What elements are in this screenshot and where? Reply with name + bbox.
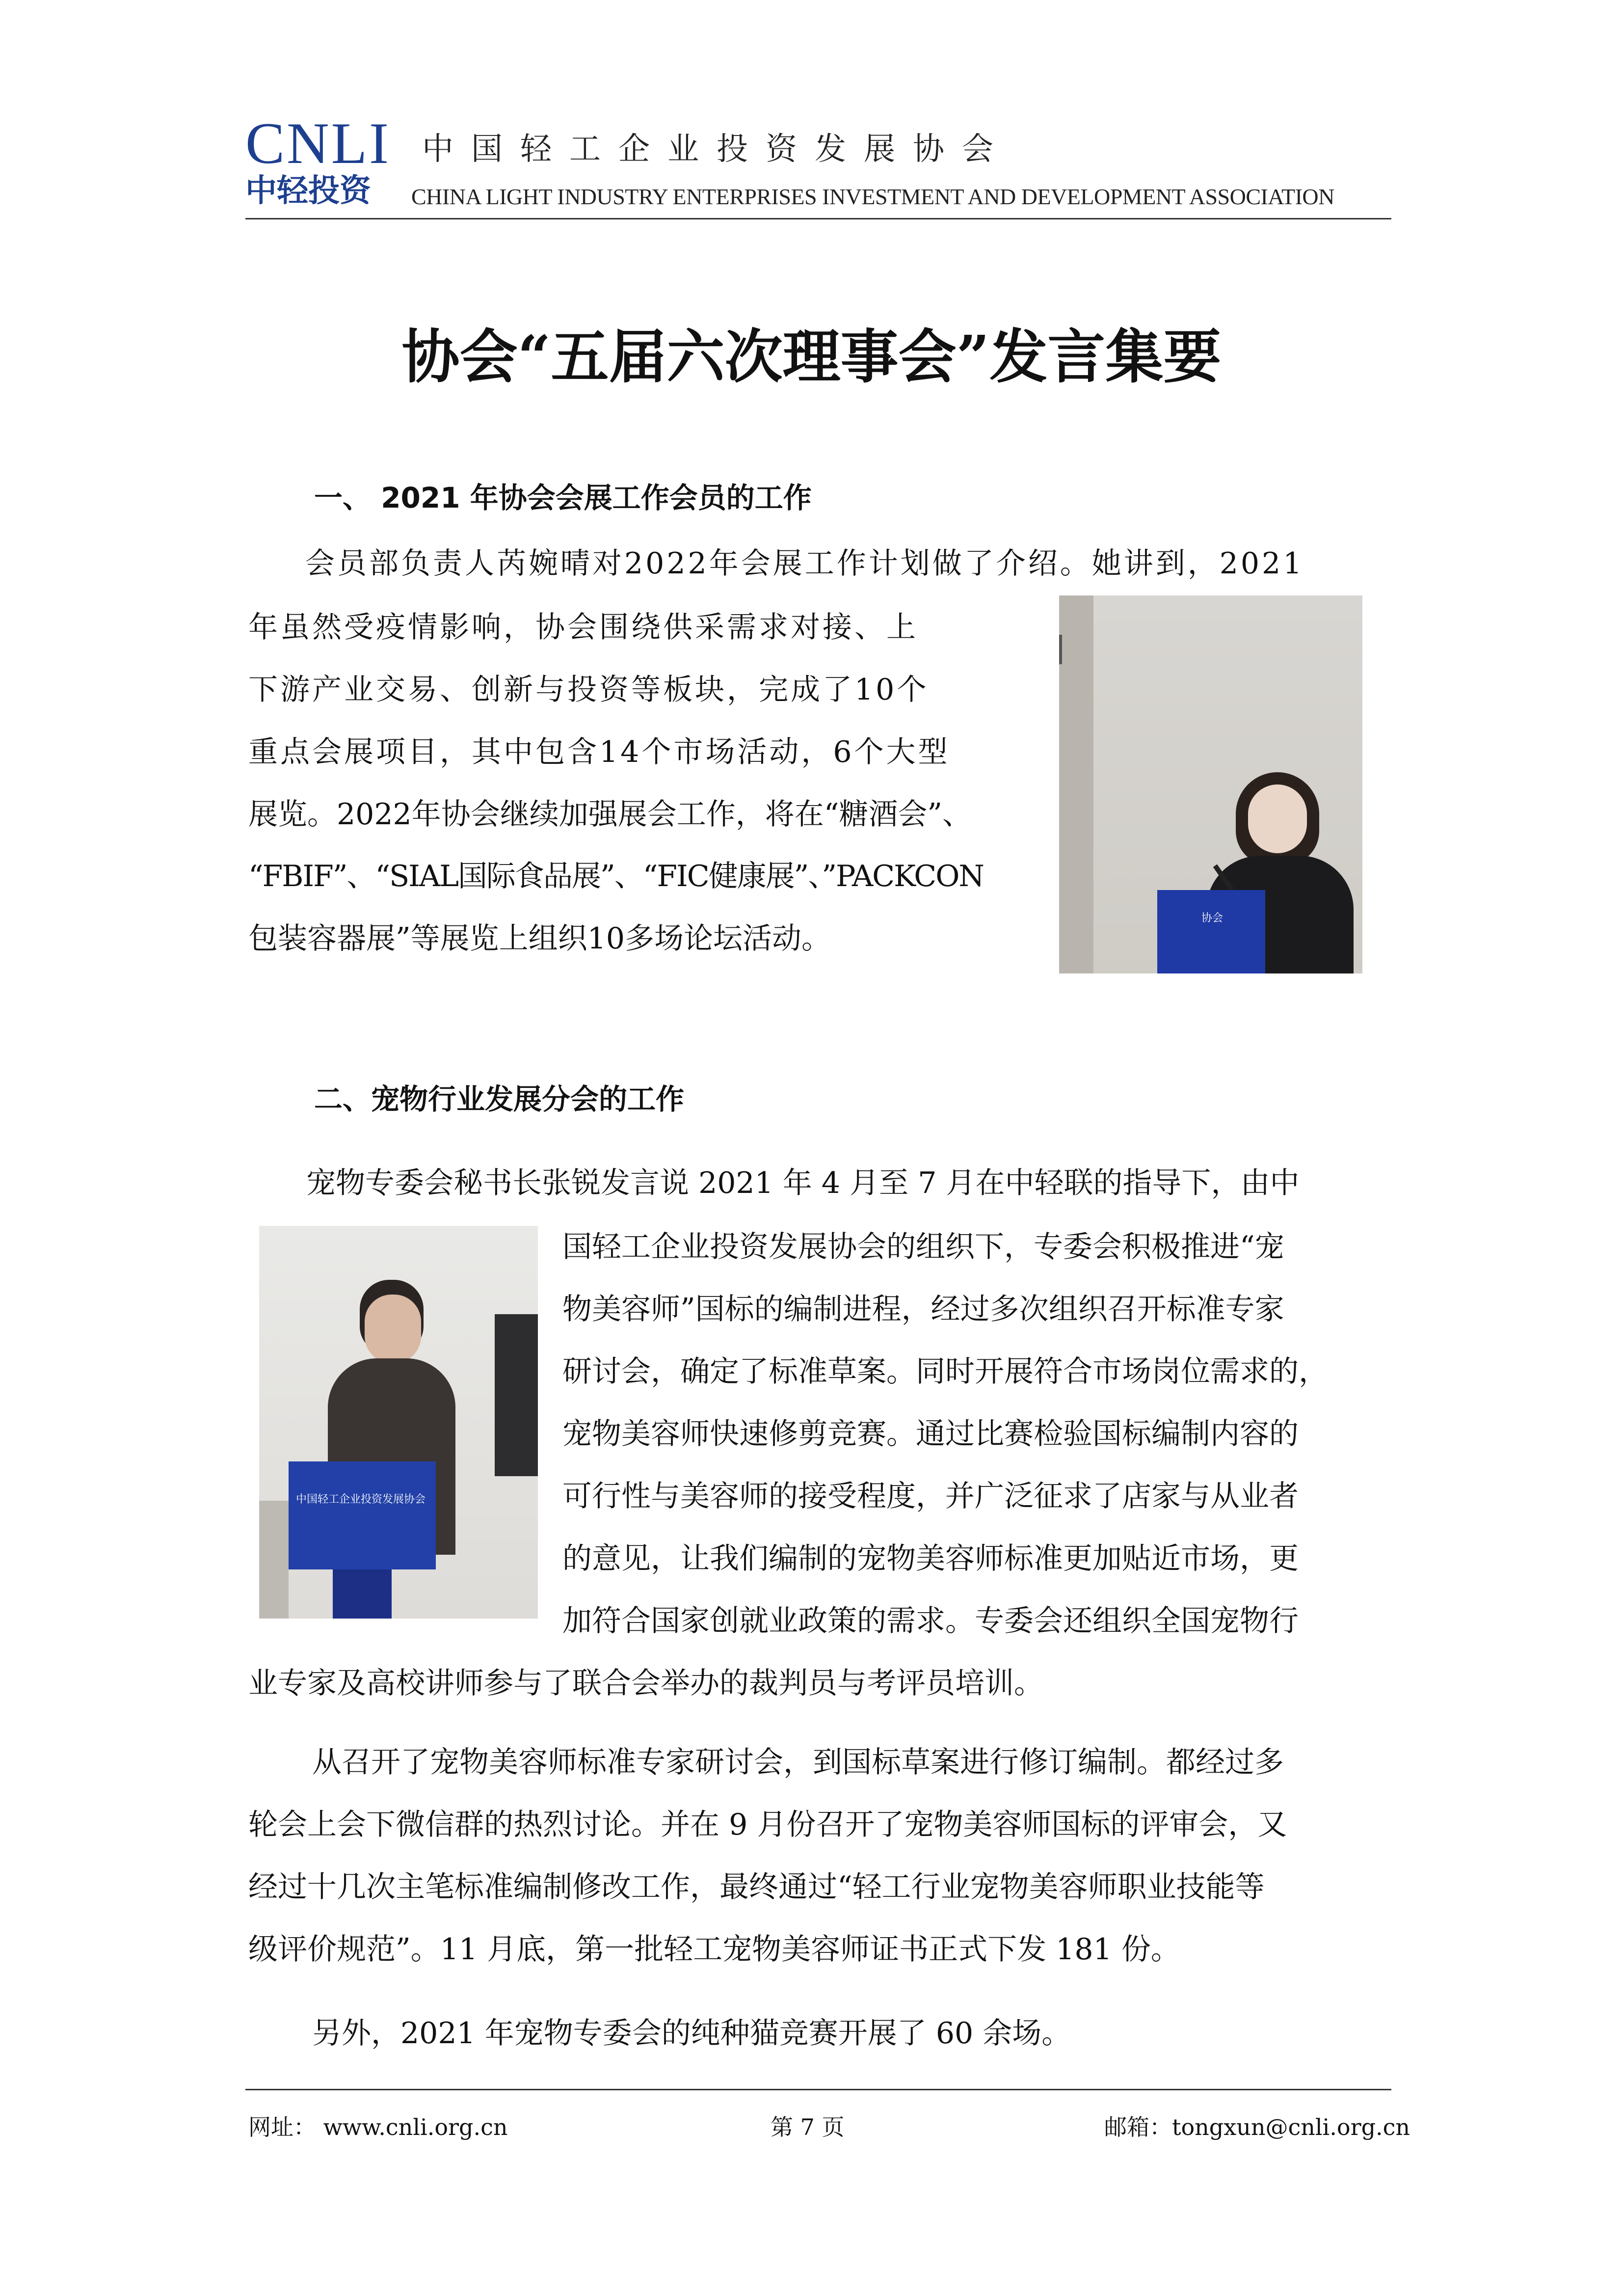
section2-p2-line: 轮会上会下微信群的热烈讨论。并在 9 月份召开了宠物美容师国标的评审会，又 [248, 1808, 1287, 1842]
logo-mark: CNLI [245, 110, 391, 176]
section2-line: 的意见，让我们编制的宠物美容师标准更加贴近市场，更 [562, 1541, 1299, 1576]
section1-line: 会员部负责人芮婉晴对2022年会展工作计划做了介绍。她讲到，2021 [305, 546, 1304, 581]
podium-sign: 协会 [1201, 912, 1224, 924]
header-divider [245, 218, 1391, 219]
section2-p2-line: 级评价规范”。11 月底，第一批轻工宠物美容师证书正式下发 181 份。 [248, 1932, 1180, 1967]
section1-heading: 一、 2021 年协会会展工作会员的工作 [314, 481, 812, 514]
footer-page-number: 第 7 页 [771, 2114, 845, 2140]
section1-line: 年虽然受疫情影响，协会围绕供采需求对接、上 [248, 610, 918, 645]
section1-line: 展览。2022年协会继续加强展会工作，将在“糖酒会”、 [248, 797, 972, 832]
section2-line: 宠物专委会秘书长张锐发言说 2021 年 4 月至 7 月在中轻联的指导下，由中 [306, 1166, 1300, 1200]
section2-p2-line: 从召开了宠物美容师标准专家研讨会，到国标草案进行修订编制。都经过多 [312, 1745, 1284, 1780]
page-title: 协会“五届六次理事会”发言集要 [401, 323, 1222, 391]
section1-line: 下游产业交易、创新与投资等板块，完成了10个 [248, 673, 929, 707]
header-org-name-cn: 中国轻工企业投资发展协会 [422, 131, 1011, 167]
speaker-photo-female [1059, 595, 1362, 973]
section2-line: 研讨会，确定了标准草案。同时开展符合市场岗位需求的， [562, 1354, 1328, 1389]
footer-divider [245, 2089, 1391, 2090]
section1-line: 包装容器展”等展览上组织10多场论坛活动。 [248, 921, 831, 956]
header-org-name-en: CHINA LIGHT INDUSTRY ENTERPRISES INVESTMENT AND DEVELOPMENT ASSOCIATION [411, 184, 1334, 209]
section2-line: 宠物美容师快速修剪竞赛。通过比赛检验国标编制内容的 [562, 1417, 1299, 1451]
logo-subtitle: 中轻投资 [245, 173, 371, 209]
section2-heading: 二、宠物行业发展分会的工作 [314, 1082, 685, 1116]
section2-line: 国轻工企业投资发展协会的组织下，专委会积极推进“宠 [562, 1230, 1284, 1264]
footer-email: 邮箱：tongxun@cnli.org.cn [1104, 2114, 1410, 2140]
section2-p3: 另外，2021 年宠物专委会的纯种猫竞赛开展了 60 余场。 [312, 2016, 1071, 2051]
section2-line: 可行性与美容师的接受程度，并广泛征求了店家与从业者 [562, 1479, 1299, 1513]
section2-line: 物美容师”国标的编制进程，经过多次组织召开标准专家 [562, 1292, 1284, 1326]
section2-line: 加符合国家创就业政策的需求。专委会还组织全国宠物行 [562, 1604, 1299, 1638]
podium-sign: 中国轻工企业投资发展协会 [296, 1493, 426, 1506]
section1-line: “FBIF”、“SIAL国际食品展”、“FIC健康展”、”PACKCON [248, 859, 984, 893]
section1-line: 重点会展项目，其中包含14个市场活动，6个大型 [248, 735, 950, 769]
section2-p2-line: 经过十几次主笔标准编制修改工作，最终通过“轻工行业宠物美容师职业技能等 [248, 1870, 1265, 1904]
section2-line: 业专家及高校讲师参与了联合会举办的裁判员与考评员培训。 [248, 1666, 1043, 1701]
footer-website: 网址： www.cnli.org.cn [248, 2114, 508, 2140]
association-logo [245, 110, 393, 217]
speaker-photo-male [259, 1226, 538, 1619]
